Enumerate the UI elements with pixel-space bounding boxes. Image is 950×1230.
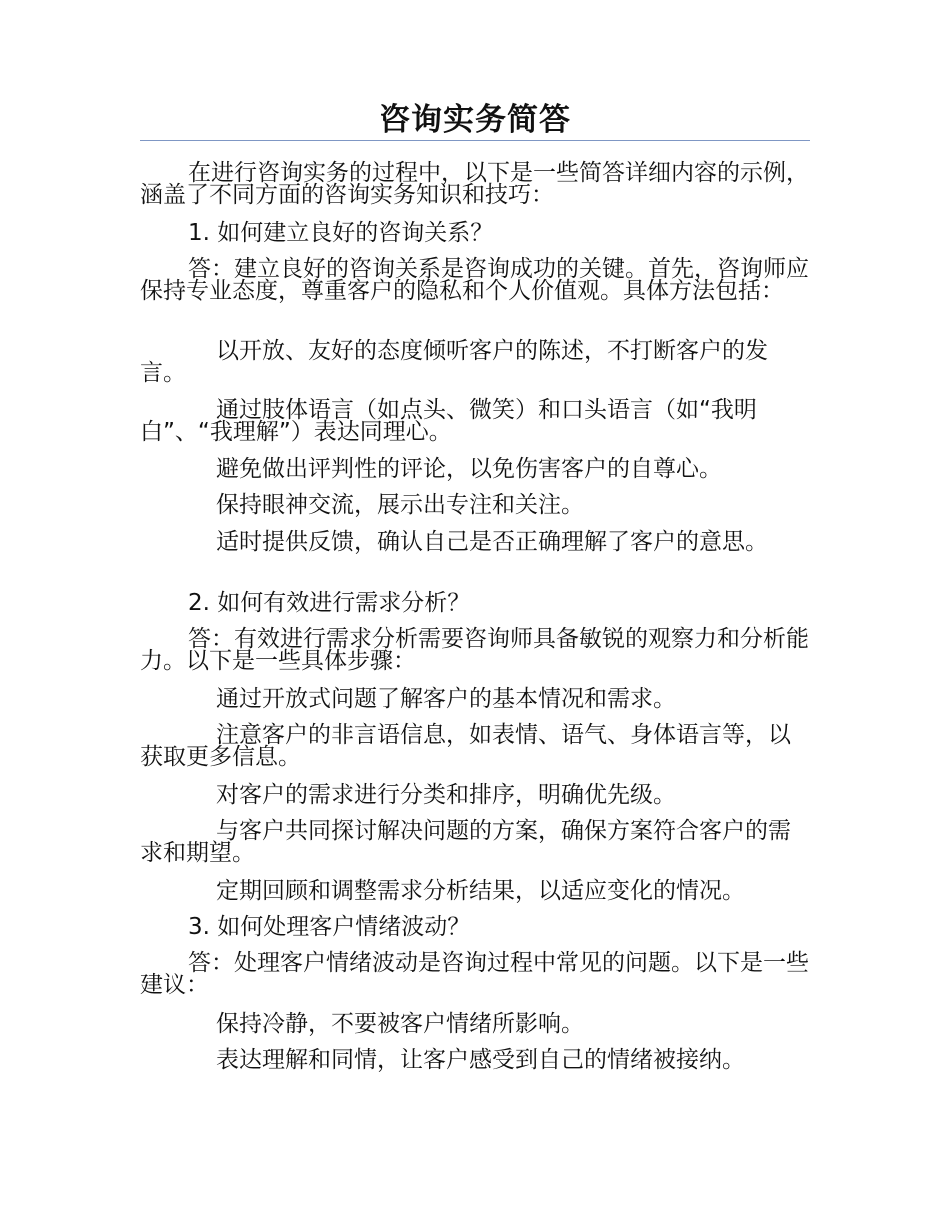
page-title: 咨询实务简答 [379, 102, 571, 138]
answer-paragraph-3: 答：处理客户情绪波动是咨询过程中常见的问题。以下是一些建议： [140, 950, 809, 998]
list-item: 表达理解和同情，让客户感受到自己的情绪被接纳。 [216, 1047, 745, 1073]
answer-paragraph-2: 答：有效进行需求分析需要咨询师具备敏锐的观察力和分析能力。以下是一些具体步骤： [140, 626, 809, 674]
question-heading-3: 3. 如何处理客户情绪波动？ [188, 914, 471, 940]
list-item: 适时提供反馈，确认自己是否正确理解了客户的意思。 [216, 529, 768, 555]
list-item: 避免做出评判性的评论，以免伤害客户的自尊心。 [216, 456, 722, 482]
title-underline [140, 140, 810, 141]
list-item: 保持眼神交流，展示出专注和关注。 [216, 492, 584, 518]
list-item: 注意客户的非言语信息，如表情、语气、身体语言等，以获取更多信息。 [140, 722, 791, 770]
intro-paragraph: 在进行咨询实务的过程中，以下是一些简答详细内容的示例，涵盖了不同方面的咨询实务知识和技巧： [140, 160, 809, 208]
question-heading-2: 2. 如何有效进行需求分析？ [188, 590, 471, 616]
answer-paragraph-1: 答：建立良好的咨询关系是咨询成功的关键。首先，咨询师应保持专业态度，尊重客户的隐私和个人价值观。具体方法包括： [140, 256, 809, 304]
list-item: 保持冷静，不要被客户情绪所影响。 [216, 1011, 584, 1037]
list-item: 定期回顾和调整需求分析结果，以适应变化的情况。 [216, 878, 745, 904]
list-item: 与客户共同探讨解决问题的方案，确保方案符合客户的需求和期望。 [140, 818, 791, 866]
question-heading-1: 1. 如何建立良好的咨询关系？ [188, 220, 494, 246]
list-item: 对客户的需求进行分类和排序，明确优先级。 [216, 782, 676, 808]
list-item: 通过肢体语言（如点头、微笑）和口头语言（如“我明白”、“我理解”）表达同理心。 [140, 397, 757, 445]
list-item: 以开放、友好的态度倾听客户的陈述，不打断客户的发言。 [140, 338, 768, 386]
list-item: 通过开放式问题了解客户的基本情况和需求。 [216, 686, 676, 712]
